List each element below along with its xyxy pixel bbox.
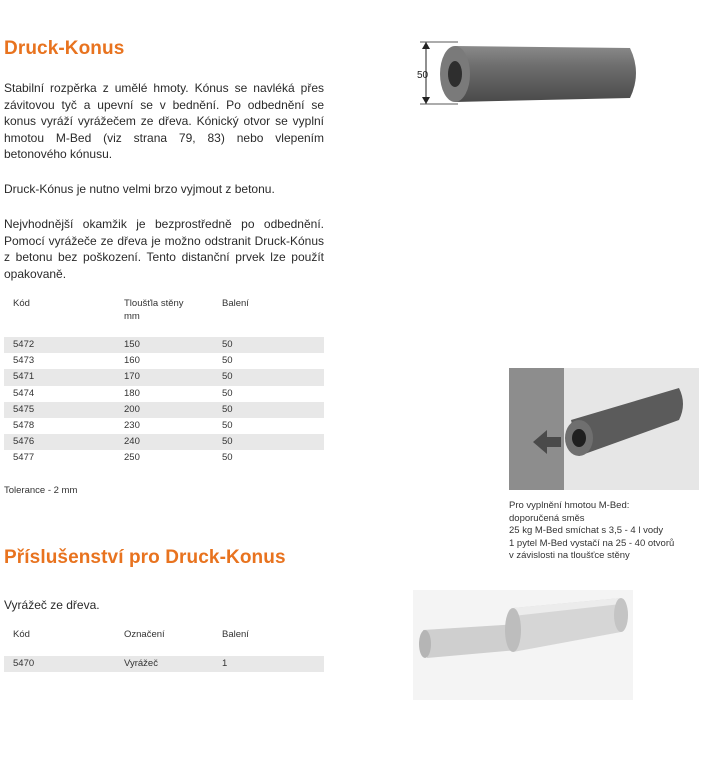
table-cell: 170 — [124, 371, 140, 383]
table-cell: Vyrážeč — [124, 658, 158, 669]
table-cell: 5478 — [13, 419, 35, 431]
caption-line: Pro vyplnění hmotou M-Bed: — [509, 500, 630, 511]
table-header — [4, 297, 324, 337]
header-package: Balení — [222, 629, 249, 640]
table-cell: 50 — [222, 339, 233, 350]
table-cell: 5475 — [13, 403, 35, 415]
product-table — [4, 297, 324, 467]
table-cell: 50 — [222, 452, 233, 464]
table-cell: 5476 — [13, 436, 35, 448]
tolerance-note: Tolerance - 2 mm — [4, 485, 78, 496]
table-cell: 5474 — [13, 387, 35, 399]
table-body — [4, 656, 324, 672]
table-cell: 5477 — [13, 452, 35, 464]
table-cell: 230 — [124, 419, 140, 431]
table-cell: 150 — [124, 339, 140, 350]
m-bed-caption — [509, 500, 704, 563]
header-wall-thickness: Tloušťla stěny mm — [124, 298, 184, 322]
table-cell: 50 — [222, 371, 233, 383]
warning-paragraph: Druck-Kónus je nutno velmi brzo vyjmout z betonu. — [4, 182, 275, 196]
table-cell: 50 — [222, 436, 233, 448]
description-paragraph: Stabilní rozpěrka z umělé hmoty. Kónus se navléká přes závitovou tyč a upevní se v bednění. Po odbednění se konus vyráží vyrážečem ze dřeva. Kónický otvor se vyplní hmotou M-Bed (viz strana 79, 83) nebo vlepením betonového kónusu. — [4, 81, 324, 161]
table-cell: 180 — [124, 387, 140, 399]
header-code: Kód — [13, 629, 30, 640]
caption-line: v závislosti na tloušťce stěny — [509, 550, 630, 561]
table-cell: 1 — [222, 658, 228, 669]
accessories-intro: Vyrážeč ze dřeva. — [4, 598, 100, 612]
table-cell: 5473 — [13, 355, 35, 367]
header-code: Kód — [13, 298, 30, 309]
table-header — [4, 628, 324, 656]
table-row — [4, 386, 324, 402]
table-cell: 200 — [124, 403, 140, 415]
table-cell: 50 — [222, 419, 233, 431]
page-title: Druck-Konus — [4, 38, 125, 59]
table-cell: 5471 — [13, 371, 35, 383]
table-cell: 250 — [124, 452, 140, 464]
wall-illustration — [509, 368, 699, 490]
table-row — [4, 402, 324, 418]
caption-line: 25 kg M-Bed smíchat s 3,5 - 4 l vody — [509, 525, 664, 536]
cone-illustration — [410, 38, 650, 128]
table-row — [4, 418, 324, 434]
dimension-label: 50 — [417, 70, 429, 81]
table-cell: 50 — [222, 387, 233, 399]
wooden-punch-illustration — [413, 590, 633, 700]
caption-line: 1 pytel M-Bed vystačí na 25 - 40 otvorů — [509, 537, 675, 549]
header-designation: Označení — [124, 629, 165, 640]
header-package: Balení — [222, 298, 249, 309]
table-row — [4, 337, 324, 353]
accessories-table — [4, 628, 324, 672]
table-cell: 5472 — [13, 339, 35, 350]
usage-paragraph: Nejvhodnější okamžik je bezprostředně po odbednění. Pomocí vyrážeče ze dřeva je možno odstranit Druck-Kónus z betonu bez poškození. Tento distanční prvek lze použít opakovaně. — [4, 217, 324, 281]
table-body — [4, 337, 324, 467]
table-cell: 50 — [222, 355, 233, 367]
accessories-title: Příslušenství pro Druck-Konus — [4, 547, 286, 568]
table-row — [4, 656, 324, 672]
table-cell: 240 — [124, 436, 140, 448]
table-row — [4, 434, 324, 450]
table-cell: 50 — [222, 403, 233, 415]
table-row — [4, 450, 324, 466]
table-cell: 160 — [124, 355, 140, 367]
table-cell: 5470 — [13, 658, 35, 669]
table-row — [4, 353, 324, 369]
caption-line: doporučená směs — [509, 512, 585, 524]
table-row — [4, 369, 324, 385]
